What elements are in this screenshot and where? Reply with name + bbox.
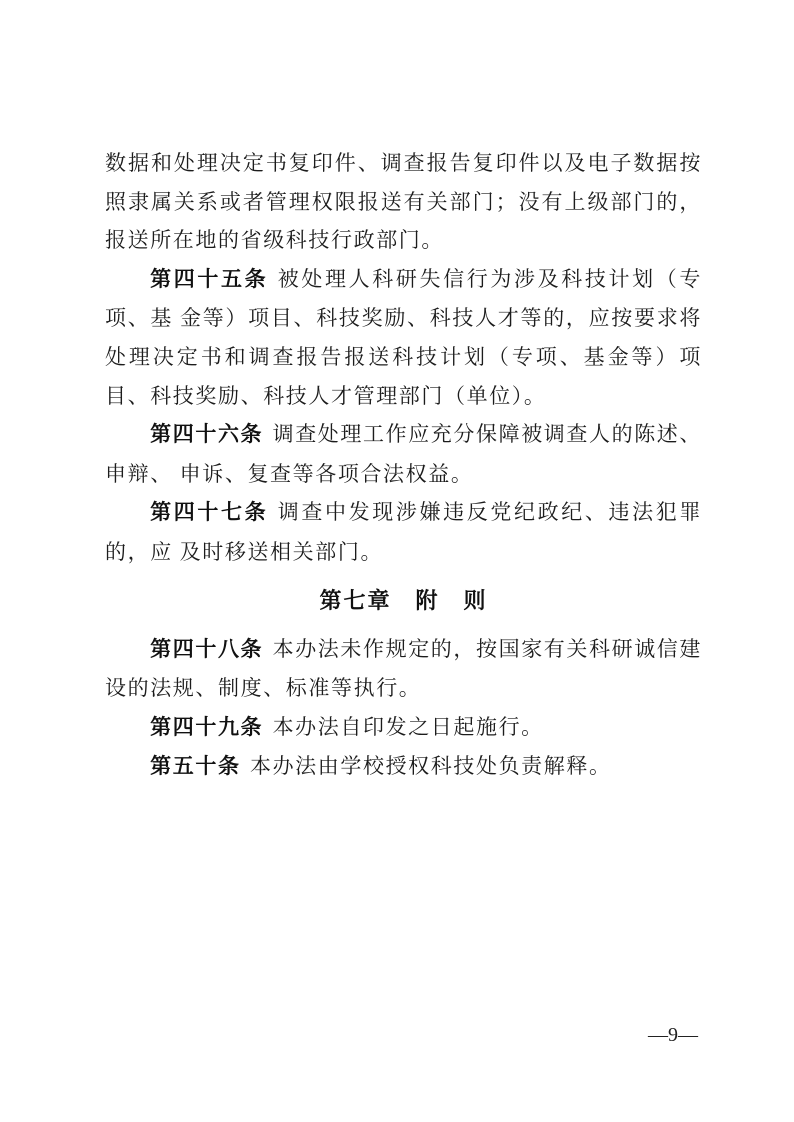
article-50-number: 第五十条 xyxy=(150,755,241,779)
article-49-number: 第四十九条 xyxy=(150,715,264,739)
article-46-text: 调查处理工作应充分保障被调查人的陈述、申辩、 申诉、复查等各项合法权益。 xyxy=(105,422,703,486)
article-46-number: 第四十六条 xyxy=(150,423,264,447)
article-48-text: 本办法未作规定的，按国家有关科研诚信建设的法规、制度、标准等执行。 xyxy=(105,636,703,701)
article-45-number: 第四十五条 xyxy=(150,267,269,291)
paragraph-continuation: 数据和处理决定书复印件、调查报告复印件以及电子数据按照隶属关系或者管理权限报送有关部门；没有上级部门的，报送所在地的省级科技行政部门。 xyxy=(105,151,702,253)
page-footer xyxy=(648,1024,698,1047)
article-50 xyxy=(105,747,702,787)
chapter-heading: 第七章 附 则 xyxy=(319,587,488,613)
article-50-text: 本办法由学校授权科技处负责解释。 xyxy=(249,754,612,779)
article-48-number: 第四十八条 xyxy=(150,637,264,661)
article-47-number: 第四十七条 xyxy=(150,501,269,525)
article-47-text: 调查中发现涉嫌违反党纪政纪、违法犯罪的，应 及时移送相关部门。 xyxy=(105,500,702,564)
article-49-text: 本办法自印发之日起施行。 xyxy=(272,714,544,739)
article-46 xyxy=(105,415,702,493)
article-47 xyxy=(105,493,702,571)
article-45 xyxy=(105,260,702,415)
page-number: —9— xyxy=(648,1024,698,1046)
article-48 xyxy=(105,630,702,708)
article-45-text: 被处理人科研失信行为涉及科技计划（专项、基 金等）项目、科技奖励、科技人才等的，应按要求将处理决定书和调查报告报送科技计划（专项、基金等）项目、科技奖励、科技人才管理部门（单位）。 xyxy=(105,266,702,408)
document-body xyxy=(105,144,702,787)
article-49 xyxy=(105,708,702,748)
